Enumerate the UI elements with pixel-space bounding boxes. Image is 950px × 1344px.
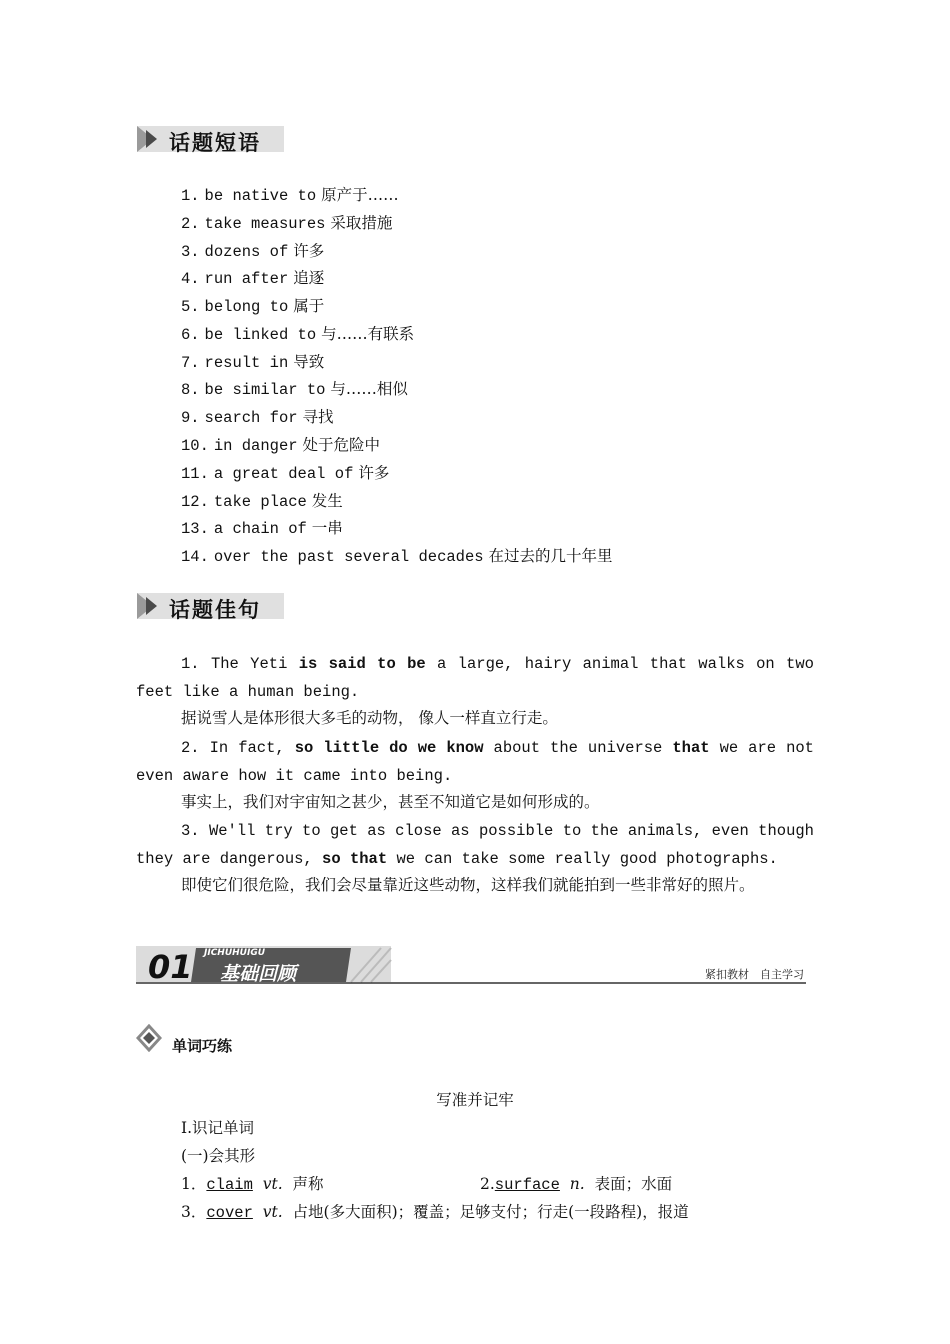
banner-arrow-inner-icon xyxy=(146,130,157,148)
vocab-heading xyxy=(136,1024,336,1054)
list-item: 12. take place 发生 xyxy=(181,492,343,511)
list-item: 4. run after 追逐 xyxy=(181,269,325,288)
list-item: 14. over the past several decades 在过去的几十年里 xyxy=(181,547,613,566)
basics-number: 01 xyxy=(148,948,193,986)
diamond-icon xyxy=(136,1024,162,1052)
vocab-word-1: 1．claim vt. 声称 xyxy=(181,1175,324,1194)
basics-pinyin: JICHUHUIGU xyxy=(204,948,266,958)
list-item: 7. result in 导致 xyxy=(181,353,325,372)
list-item: 6. be linked to 与……有联系 xyxy=(181,325,415,344)
sentence-2-en: 2. In fact, so little do we know about the universe that we are not even aware how it came into being. xyxy=(136,739,814,785)
sentence-1-en: 1. The Yeti is said to be a large, hairy animal that walks on two feet like a human being. xyxy=(136,655,814,701)
topic-sentences-title: 话题佳句 xyxy=(169,598,261,622)
list-item: 5. belong to 属于 xyxy=(181,297,325,316)
vocab-heading-text: 单词巧练 xyxy=(172,1037,233,1055)
list-item: 3. dozens of 许多 xyxy=(181,242,325,261)
vocab-center-title: 写准并记牢 xyxy=(436,1091,514,1109)
sentence-3-zh: 即使它们很危险，我们会尽量靠近这些动物，这样我们就能拍到一些非常好的照片。 xyxy=(181,876,755,894)
list-item: 13. a chain of 一串 xyxy=(181,519,343,538)
topic-phrases-title: 话题短语 xyxy=(169,131,261,155)
list-item: 9. search for 寻找 xyxy=(181,408,334,427)
basics-subtitle: 紧扣教材 自主学习 xyxy=(705,968,804,981)
sentence-1-zh: 据说雪人是体形很大多毛的动物， 像人一样直立行走。 xyxy=(181,709,558,727)
banner-arrow-inner-icon xyxy=(146,597,157,615)
basics-title: 基础回顾 xyxy=(220,963,297,985)
vocab-part1: Ⅰ.识记单词 xyxy=(181,1119,255,1137)
topic-sentences-banner xyxy=(137,593,284,622)
vocab-word-2: 2.surface n. 表面；水面 xyxy=(480,1175,673,1194)
vocab-sub1: (一)会其形 xyxy=(181,1147,256,1165)
list-item: 11. a great deal of 许多 xyxy=(181,464,390,483)
vocab-word-3: 3．cover vt. 占地(多大面积)；覆盖；足够支付；行走(一段路程)，报道 xyxy=(181,1203,689,1222)
list-item: 8. be similar to 与……相似 xyxy=(181,380,408,399)
sentence-2-zh: 事实上，我们对宇宙知之甚少，甚至不知道它是如何形成的。 xyxy=(181,793,600,811)
list-item: 10. in danger 处于危险中 xyxy=(181,436,381,455)
topic-phrases-banner xyxy=(137,126,284,155)
list-item: 2. take measures 采取措施 xyxy=(181,214,393,233)
list-item: 1. be native to 原产于…… xyxy=(181,186,399,205)
sentence-3-en: 3. We'll try to get as close as possible to the animals, even though they are dangerous, so that we can take some really good photographs. xyxy=(136,822,814,868)
basics-banner xyxy=(136,946,806,984)
